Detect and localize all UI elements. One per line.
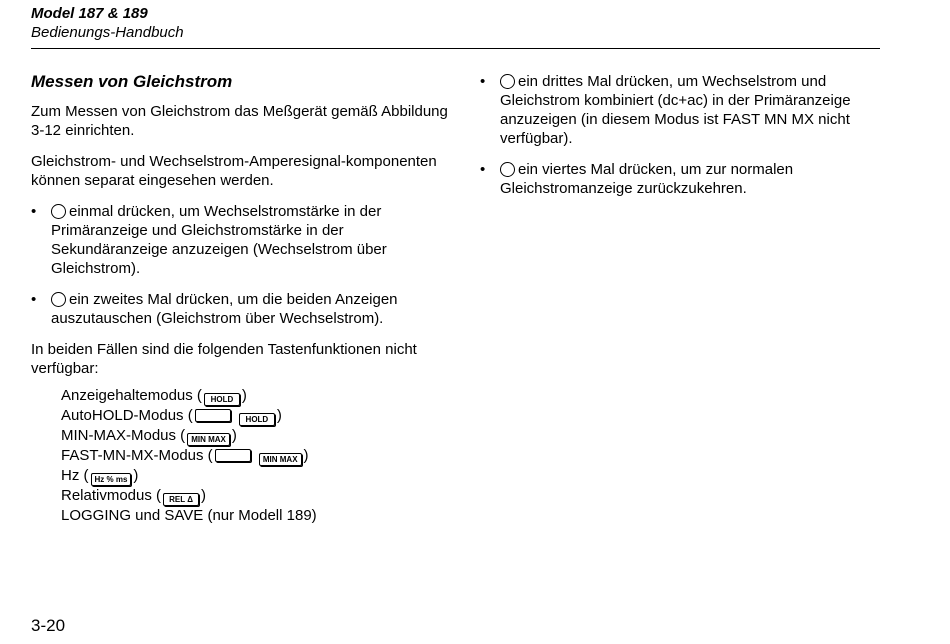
hz-key-icon: Hz % ms (91, 473, 132, 486)
list-item: AutoHOLD-Modus ( HOLD ) (61, 407, 282, 424)
bullet-item (31, 290, 451, 328)
list-item: Anzeigehaltemodus ( HOLD ) (61, 387, 247, 404)
hold-key-icon: HOLD (204, 393, 240, 406)
round-button-icon (500, 162, 515, 177)
round-button-icon (500, 74, 515, 89)
rel-key-icon: REL Δ (163, 493, 199, 506)
left-column (31, 72, 451, 525)
minmax-key-icon: MIN MAX (259, 453, 302, 466)
unavailable-functions-list (61, 386, 451, 525)
bullet-dot: • (480, 161, 486, 178)
bullet-dot: • (31, 291, 37, 308)
page-number: 3-20 (31, 616, 66, 635)
round-button-icon (51, 204, 66, 219)
paragraph-components: Gleichstrom- und Wechselstrom-Amperesignal-komponenten können separat eingesehen werden. (31, 153, 437, 189)
header-model: Model 187 & 189 (31, 5, 148, 22)
bullet-text: ein zweites Mal drücken, um die beiden Anzeigen auszutauschen (Gleichstrom über Wechselstrom). (51, 291, 398, 327)
minmax-key-icon: MIN MAX (187, 433, 230, 446)
bullet-item (31, 202, 451, 278)
bullet-text: einmal drücken, um Wechselstromstärke in der Primäranzeige und Gleichstromstärke in der Sekundäranzeige anzuzeigen (Wechselstrom über Gleichstrom). (51, 203, 387, 277)
bullet-dot: • (480, 73, 486, 90)
section-heading: Messen von Gleichstrom (31, 72, 233, 91)
blank-key-icon (195, 409, 231, 422)
bullet-item (480, 72, 900, 148)
list-item: LOGGING und SAVE (nur Modell 189) (61, 507, 317, 524)
header-subtitle: Bedienungs-Handbuch (31, 24, 184, 41)
right-column (480, 72, 900, 210)
list-item: Hz ( Hz % ms ) (61, 467, 139, 484)
header-rule (31, 48, 880, 49)
hold-key-icon: HOLD (239, 413, 275, 426)
list-item: FAST-MN-MX-Modus ( MIN MAX ) (61, 447, 309, 464)
paragraph-setup: Zum Messen von Gleichstrom das Meßgerät gemäß Abbildung 3-12 einrichten. (31, 103, 448, 139)
paragraph-unavailable: In beiden Fällen sind die folgenden Tastenfunktionen nicht verfügbar: (31, 341, 417, 377)
running-header (31, 4, 184, 42)
round-button-icon (51, 292, 66, 307)
bullet-text: ein viertes Mal drücken, um zur normalen Gleichstromanzeige zurückzukehren. (500, 161, 794, 197)
list-item: Relativmodus ( REL Δ ) (61, 487, 207, 504)
bullet-text: ein drittes Mal drücken, um Wechselstrom und Gleichstrom kombiniert (dc+ac) in der Primäranzeige anzuzeigen (in diesem Modus ist FAST MN MX nicht verfügbar). (500, 73, 851, 147)
list-item: MIN-MAX-Modus ( MIN MAX ) (61, 427, 237, 444)
bullet-dot: • (31, 203, 37, 220)
blank-key-icon (215, 449, 251, 462)
bullet-item (480, 160, 900, 198)
